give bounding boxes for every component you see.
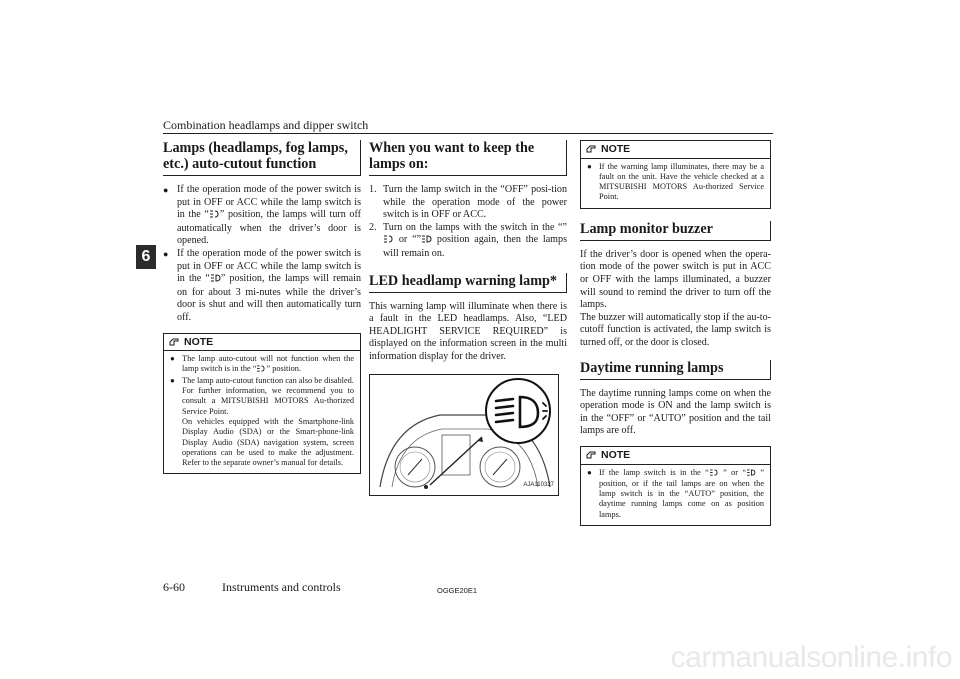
tail-lamp-icon <box>209 210 220 223</box>
buzzer-body: If the driver’s door is opened when the opera-tion mode of the power switch is put in ACC or OFF with the lamps illuminated, a buzzer will sound to remind the driver to turn off the lamps. <box>580 248 771 311</box>
note-text: The lamp auto-cutout will not function when the lamp switch is in the “ <box>182 354 354 374</box>
document-code: OGGE20E1 <box>437 586 478 595</box>
note-header <box>164 334 360 352</box>
auto-cutout-list <box>163 184 361 325</box>
tail-lamp-icon <box>383 235 394 248</box>
note-box <box>163 333 361 475</box>
step-number: 2. <box>369 221 377 233</box>
step-text: or “” <box>394 234 422 246</box>
chapter-tab: 6 <box>136 245 156 269</box>
keep-lamps-steps <box>369 184 567 261</box>
page-number: 6-60 <box>163 580 185 594</box>
bullet-text: If the operation mode of the power switch is put in OFF or ACC while the lamp switch is in the “ <box>177 247 361 285</box>
heading-daytime-running-lamps: Daytime running lamps <box>580 360 771 380</box>
list-item: ● If the warning lamp illuminates, there may be a fault on the unit. Have the vehicle checked at a MITSUBISHI MOTORS Au-thorized Service Point. <box>587 162 764 203</box>
note-text: ” or “ <box>718 467 747 477</box>
buzzer-body-2: The buzzer will automatically stop if the au-to-cutoff function is activated, the lamp switch is turned off, or the door is closed. <box>580 311 771 348</box>
list-item <box>163 184 361 248</box>
headlamp-icon <box>421 235 432 248</box>
note-label: NOTE <box>601 143 631 155</box>
list-item <box>369 184 567 222</box>
column-3 <box>580 140 771 526</box>
note-text: ● The lamp auto-cutout function can also be disabled. <box>182 375 354 385</box>
bullet-text-end: ” position, the lamps will remain on for about 3 mi-nutes while the driver’s door is shut and will then automatically turn off. <box>177 273 361 323</box>
running-head: Combination headlamps and dipper switch <box>163 118 369 132</box>
heading-lamp-monitor-buzzer: Lamp monitor buzzer <box>580 221 771 241</box>
tail-lamp-icon <box>256 365 266 375</box>
heading-auto-cutout: Lamps (headlamps, fog lamps, etc.) auto-cutout function <box>163 140 361 176</box>
note-hand-icon <box>168 336 180 348</box>
note-hand-icon <box>585 143 597 155</box>
list-item <box>170 354 354 376</box>
step-text-end: position again, then the lamps will remain on. <box>383 234 567 259</box>
note-list <box>587 468 764 520</box>
note-text-end: ” position, or if the tail lamps are on when the lamp switch is in the “AUTO” position, the daytime running lamps come on as position lamps. <box>599 467 764 519</box>
heading-keep-lamps-on: When you want to keep the lamps on: <box>369 140 567 176</box>
daytime-body: The daytime running lamps come on when the operation mode is ON and the lamp switch is in the “OFF” or “AUTO” position and the tail lamps are off. <box>580 387 771 437</box>
step-number: 1. <box>369 184 377 195</box>
note-list <box>170 354 354 468</box>
led-warning-body: This warning lamp will illuminate when there is a fault in the LED headlamps. Also, “LED HEADLIGHT SERVICE REQUIRED” is displayed on the information screen in the multi information display for the driver. <box>369 300 567 362</box>
note-box <box>580 446 771 526</box>
column-2 <box>369 140 567 496</box>
note-header <box>581 447 770 465</box>
note-hand-icon <box>585 449 597 461</box>
bullet-text-end: ” position, the lamps will turn off automatically when the driver’s door is opened. <box>177 209 361 247</box>
list-item <box>587 468 764 520</box>
headlamp-icon <box>746 469 756 479</box>
note-label: NOTE <box>601 448 631 461</box>
note-text: If the lamp switch is in the “ <box>599 467 709 477</box>
step-text: Turn the lamp switch in the “OFF” posi-tion while the operation mode of the power switch is in OFF or ACC. <box>383 184 567 221</box>
note-text: On vehicles equipped with the Smartphone-link Display Audio (SDA) or the Smart-phone-link Display Audio (SDA) navigation system, screen operations can be used to make the adjustment. Refer to the separate owner’s manual for details. <box>182 416 354 468</box>
cluster-illustration <box>370 375 559 496</box>
list-item <box>369 222 567 261</box>
page-section-title: Instruments and controls <box>222 580 341 594</box>
note-box <box>580 140 771 209</box>
warning-lamp-callout <box>486 379 550 443</box>
headlamp-icon <box>210 274 221 287</box>
information-display <box>442 435 470 475</box>
note-header <box>581 141 770 159</box>
note-text: For further information, we recommend you to consult a MITSUBISHI MOTORS Au-thorized Service Point. <box>182 386 354 416</box>
note-list <box>587 162 764 203</box>
column-1 <box>163 140 361 474</box>
tail-lamp-icon <box>709 469 719 479</box>
note-text-end: ” position. <box>266 364 302 374</box>
heading-led-warning: LED headlamp warning lamp* <box>369 273 567 293</box>
header-rule <box>163 133 773 134</box>
figure-label: AJA110327 <box>523 481 554 488</box>
list-item <box>163 248 361 325</box>
instrument-cluster-figure <box>369 374 559 496</box>
bullet-text: If the operation mode of the power switch is put in OFF or ACC while the lamp switch is in the “ <box>177 184 361 221</box>
note-label: NOTE <box>184 335 214 348</box>
step-text: Turn on the lamps with the switch in the “” <box>383 221 567 233</box>
list-item <box>170 376 354 469</box>
watermark: carmanualsonline.info <box>670 641 952 674</box>
